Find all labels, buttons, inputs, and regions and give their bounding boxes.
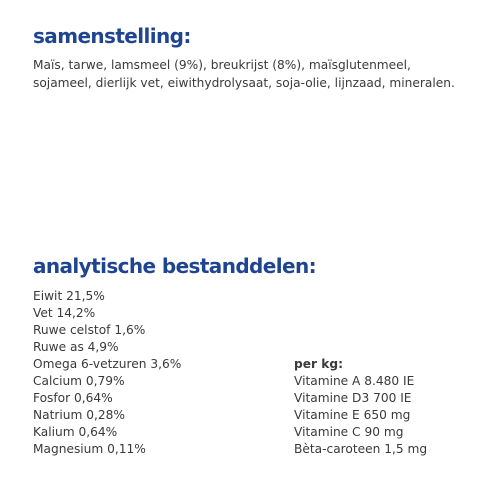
vitamin-item: Vitamine D3 700 IE xyxy=(294,391,412,405)
constituent-item: Ruwe celstof 1,6% xyxy=(33,323,146,337)
constituent-item: Omega 6-vetzuren 3,6% xyxy=(33,357,182,371)
composition-heading: samenstelling: xyxy=(33,24,191,48)
vitamin-item: Vitamine E 650 mg xyxy=(294,408,411,422)
constituent-item: Vet 14,2% xyxy=(33,306,96,320)
composition-text: Maïs, tarwe, lamsmeel (9%), breukrijst (8%), maïsglutenmeel, sojameel, dierlijk vet, eiwithydrolysaat, soja-olie, lijnzaad, mineralen. xyxy=(33,58,455,90)
constituent-item: Magnesium 0,11% xyxy=(33,442,146,456)
constituent-item: Kalium 0,64% xyxy=(33,425,118,439)
constituent-item: Ruwe as 4,9% xyxy=(33,340,119,354)
constituent-item: Calcium 0,79% xyxy=(33,374,125,388)
analytic-heading: analytische bestanddelen: xyxy=(33,254,316,278)
constituents-list xyxy=(33,288,181,458)
constituent-item: Natrium 0,28% xyxy=(33,408,125,422)
vitamin-item: Bèta-caroteen 1,5 mg xyxy=(294,442,428,456)
vitamin-item: Vitamine A 8.480 IE xyxy=(294,374,415,388)
spacer-row xyxy=(294,339,427,356)
vitamins-list xyxy=(294,288,427,458)
constituent-item: Eiwit 21,5% xyxy=(33,289,105,303)
vitamin-item: Vitamine C 90 mg xyxy=(294,425,404,439)
constituent-item: Fosfor 0,64% xyxy=(33,391,113,405)
spacer-row xyxy=(294,322,427,339)
spacer-row xyxy=(294,288,427,305)
per-kg-label: per kg: xyxy=(294,357,343,371)
spacer-row xyxy=(294,305,427,322)
